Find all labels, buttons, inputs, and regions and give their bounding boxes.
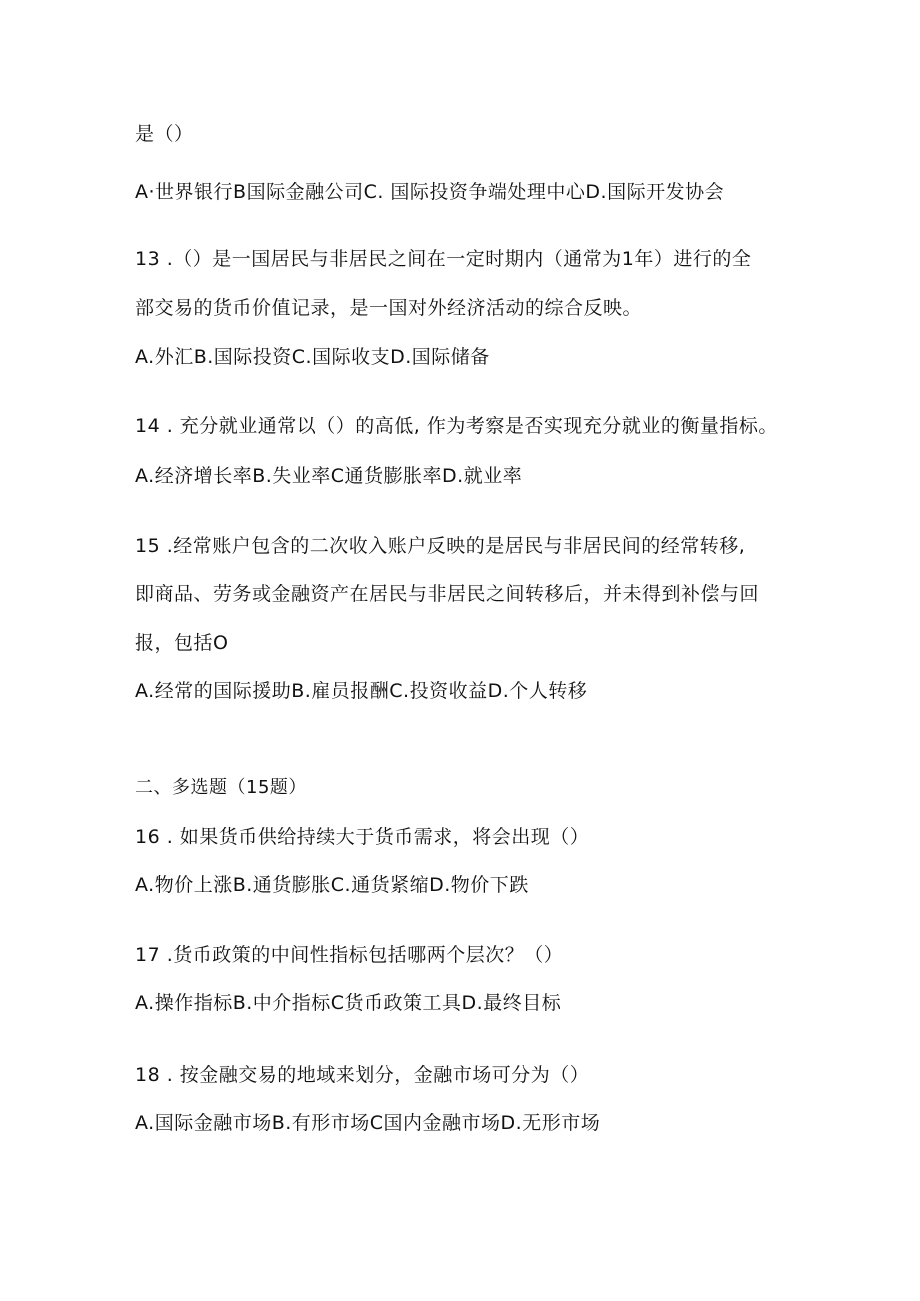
question-17-stem: 17 .货币政策的中间性指标包括哪两个层次？（） [135, 944, 564, 966]
question-16-stem: 16 . 如果货币供给持续大于货币需求，将会出现（） [135, 826, 590, 848]
question-13-options: A.外汇B.国际投资C.国际收支D.国际储备 [135, 346, 490, 368]
question-15-stem-line-3: 报，包括O [135, 632, 229, 654]
question-13-stem-line-1: 13 .（）是一国居民与非居民之间在一定时期内（通常为1年）进行的全 [135, 248, 752, 270]
question-12-options: A·世界银行B国际金融公司C. 国际投资争端处理中心D.国际开发协会 [135, 181, 725, 203]
question-15-options: A.经常的国际援助B.雇员报酬C.投资收益D.个人转移 [135, 680, 588, 702]
question-15-stem-line-1: 15 .经常账户包含的二次收入账户反映的是居民与非居民间的经常转移, [135, 535, 746, 557]
question-14-stem: 14 . 充分就业通常以（）的高低, 作为考察是否实现充分就业的衡量指标。 [135, 415, 778, 437]
question-18-options: A.国际金融市场B.有形市场C国内金融市场D.无形市场 [135, 1112, 601, 1134]
question-17-options: A.操作指标B.中介指标C货币政策工具D.最终目标 [135, 992, 562, 1014]
question-16-options: A.物价上涨B.通货膨胀C.通货紧缩D.物价下跌 [135, 874, 529, 896]
section-heading-multiple-choice: 二、多选题（15题） [135, 777, 307, 798]
question-15-stem-line-2: 即商品、劳务或金融资产在居民与非居民之间转移后，并未得到补偿与回 [135, 583, 760, 605]
question-14-options: A.经济增长率B.失业率C通货膨胀率D.就业率 [135, 465, 523, 487]
question-12-stem-end: 是（） [135, 123, 194, 145]
question-13-stem-line-2: 部交易的货币价值记录，是一国对外经济活动的综合反映。 [135, 297, 643, 319]
question-18-stem: 18 . 按金融交易的地域来划分，金融市场可分为（） [135, 1064, 590, 1086]
